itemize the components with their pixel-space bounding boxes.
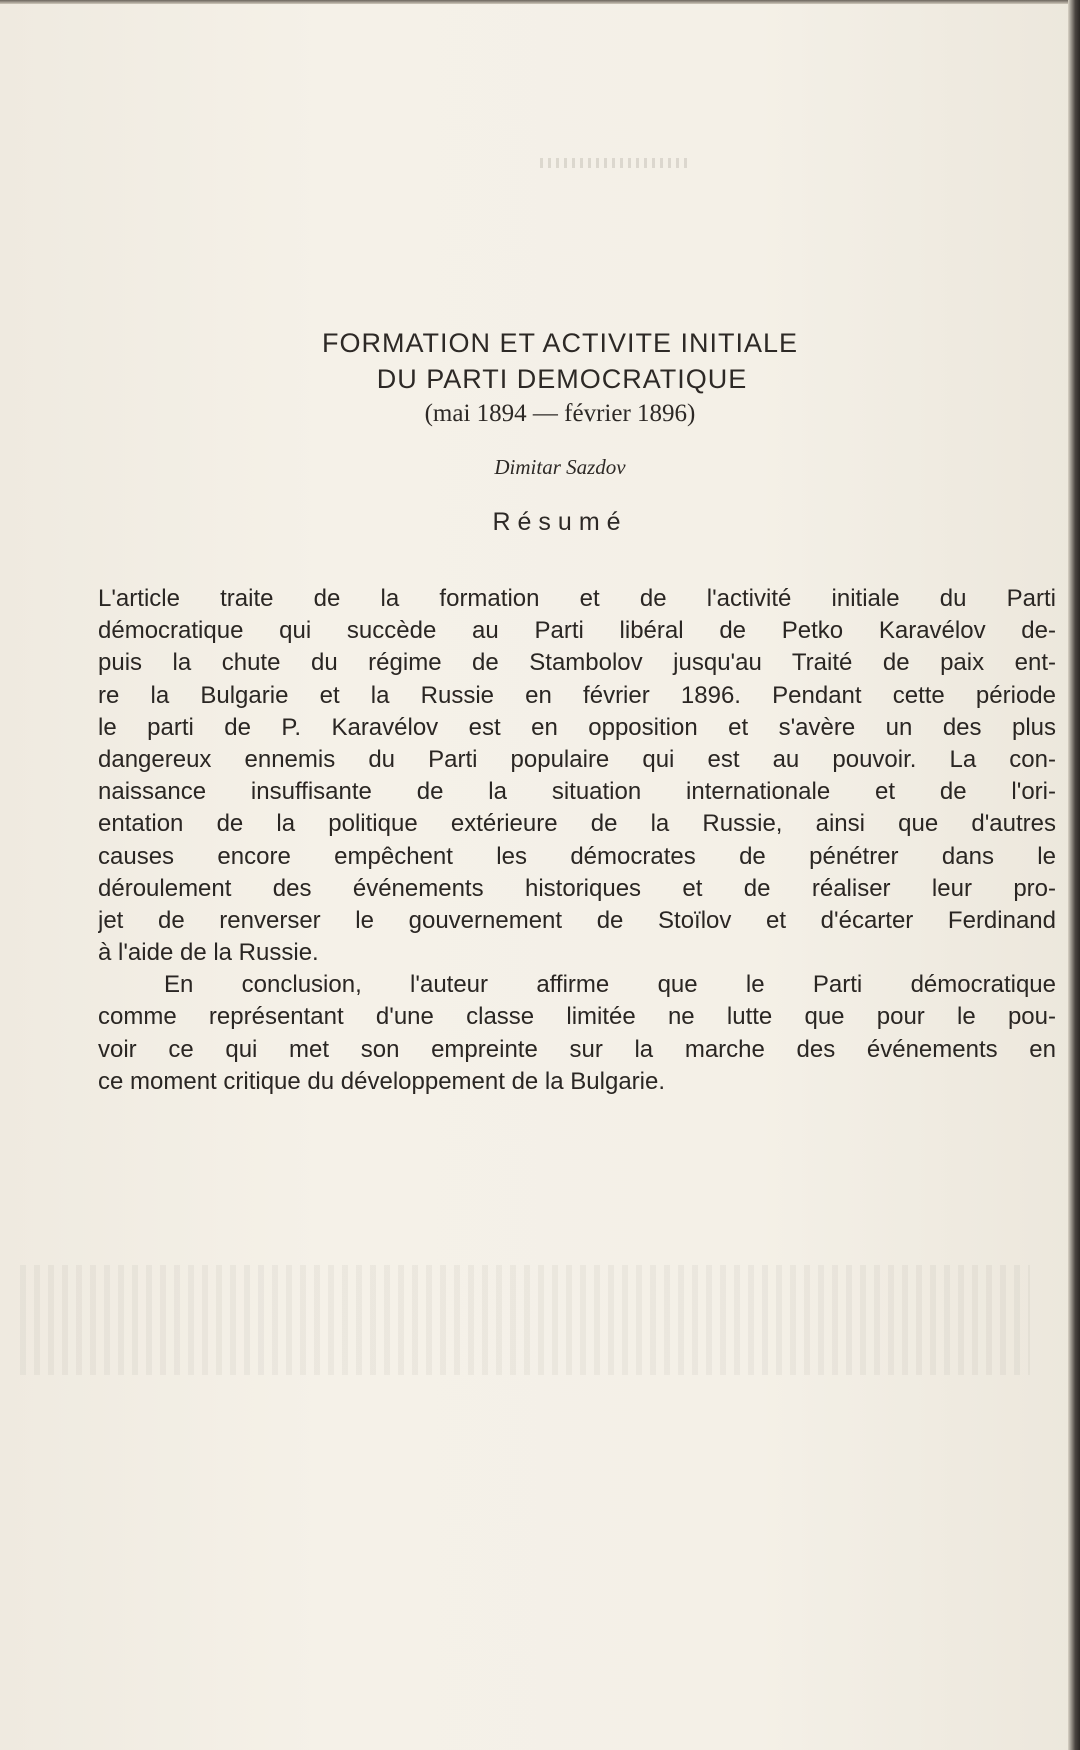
article-header	[0, 325, 1080, 537]
section-heading: Résumé	[492, 508, 628, 536]
body-line: naissance insuffisante de la situation internationale et de l'ori-	[98, 778, 1056, 806]
body-line: En conclusion, l'auteur affirme que le Parti démocratique	[164, 971, 1056, 999]
body-line: à l'aide de la Russie.	[98, 939, 319, 967]
body-line: dangereux ennemis du Parti populaire qui est au pouvoir. La con-	[98, 745, 1056, 773]
body-line: re la Bulgarie et la Russie en février 1896. Pendant cette période	[98, 681, 1056, 709]
body-line: le parti de P. Karavélov est en opposition et s'avère un des plus	[98, 713, 1056, 741]
title-line-1: FORMATION ET ACTIVITE INITIALE	[321, 328, 799, 358]
date-range: (mai 1894 — février 1896)	[424, 400, 696, 427]
author-name: Dimitar Sazdov	[494, 455, 626, 479]
body-line: puis la chute du régime de Stambolov jusqu'au Traité de paix ent-	[98, 649, 1056, 677]
title-line-2: DU PARTI DEMOCRATIQUE	[376, 364, 748, 394]
page-binding-edge	[1068, 0, 1080, 1750]
body-line: voir ce qui met son empreinte sur la marche des événements en	[98, 1035, 1056, 1063]
page-top-edge	[0, 0, 1080, 4]
body-line: L'article traite de la formation et de l'activité initiale du Parti	[98, 585, 1056, 612]
body-line: comme représentant d'une classe limitée ne lutte que pour le pou-	[98, 1003, 1056, 1031]
body-line: entation de la politique extérieure de la Russie, ainsi que d'autres	[98, 810, 1056, 838]
faint-show-through-mark	[540, 158, 690, 168]
body-line: déroulement des événements historiques et de réaliser leur pro-	[98, 874, 1056, 902]
body-line: ce moment critique du développement de la Bulgarie.	[98, 1067, 665, 1095]
bleed-through-texture	[20, 1265, 1030, 1375]
body-line: démocratique qui succède au Parti libéral de Petko Karavélov de-	[98, 617, 1056, 645]
summary-text	[98, 583, 1056, 1098]
body-line: causes encore empêchent les démocrates de pénétrer dans le	[98, 842, 1056, 870]
body-line: jet de renverser le gouvernement de Stoïlov et d'écarter Ferdinand	[98, 906, 1056, 934]
